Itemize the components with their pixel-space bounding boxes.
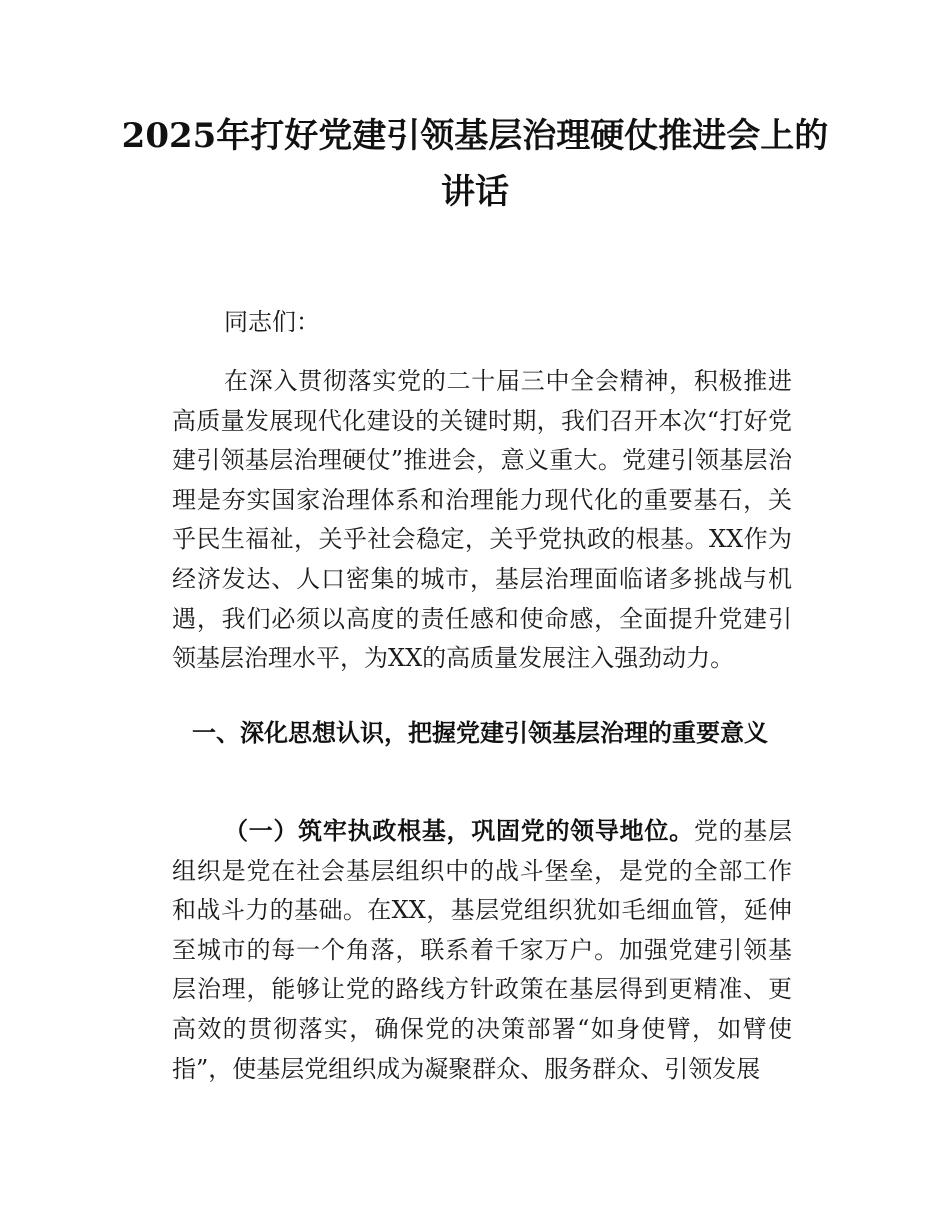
intro-paragraph: 在深入贯彻落实党的二十届三中全会精神，积极推进高质量发展现代化建设的关键时期，我们召开本次“打好党建引领基层治理硬仗”推进会，意义重大。党建引领基层治理是夯实国家治理体系和治理能力现代化的重要基石，关乎民生福祉，关乎社会稳定，关乎党执政的根基。XX作为经济发达、人口密集的城市，基层治理面临诸多挑战与机遇，我们必须以高度的责任感和使命感，全面提升党建引领基层治理水平，为XX的高质量发展注入强劲动力。 — [172, 367, 792, 673]
section-heading: 一、深化思想认识，把握党建引领基层治理的重要意义 — [192, 719, 768, 747]
subsection-lead: （一）筑牢执政根基，巩固党的领导地位。 — [224, 817, 694, 845]
salutation: 同志们： — [224, 308, 320, 336]
subsection-paragraph — [172, 812, 792, 1089]
subsection-text: 党的基层组织是党在社会基层组织中的战斗堡垒，是党的全部工作和战斗力的基础。在XX，基层党组织犹如毛细血管，延伸至城市的每一个角落，联系着千家万户。加强党建引领基层治理，能够让党的路线方针政策在基层得到更精准、更高效的贯彻落实，确保党的决策部署“如身使臂，如臂使指”，使基层党组织成为凝聚群众、服务群众、引领发展 — [172, 817, 793, 1083]
document-title: 2025年打好党建引领基层治理硬仗推进会上的讲话 — [121, 116, 829, 212]
